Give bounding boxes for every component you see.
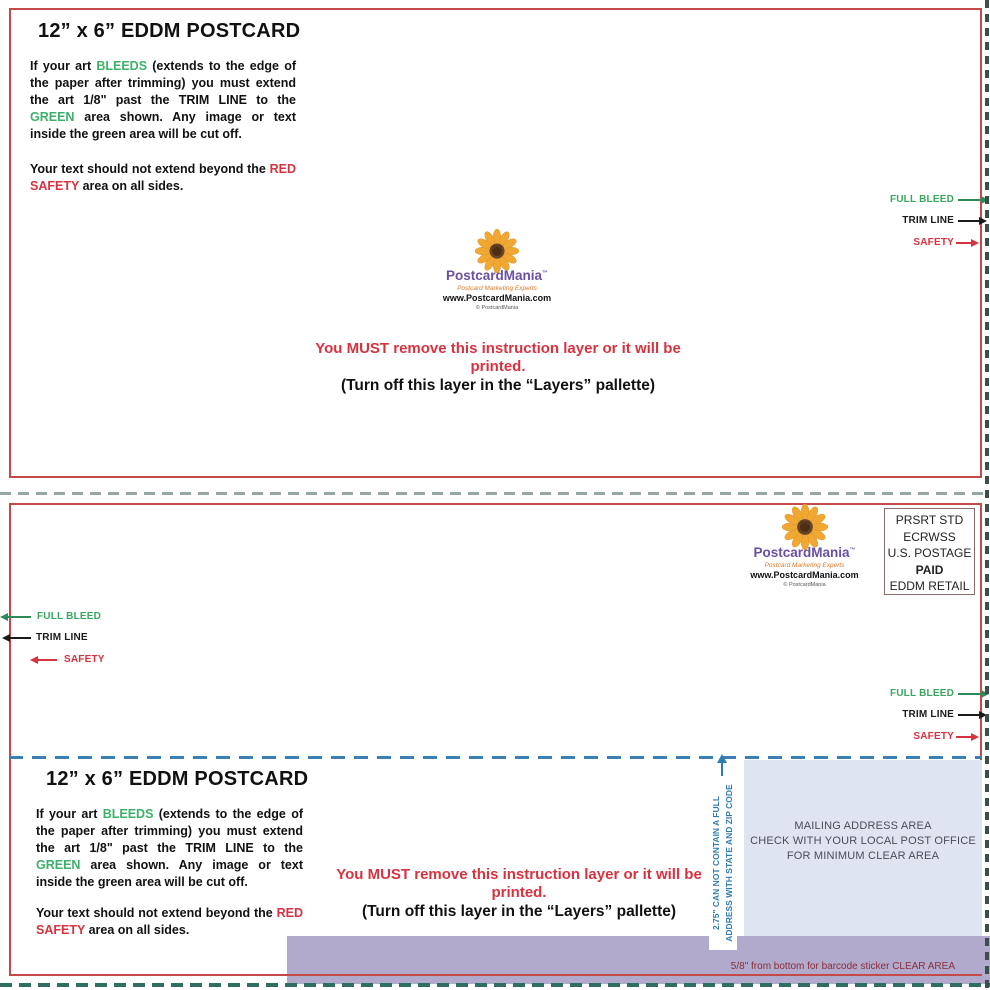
trim-line-arrow-icon: [958, 714, 980, 716]
logo-copyright: © PostcardMania: [783, 581, 826, 588]
mailing-area-text: [750, 819, 976, 864]
para1-bleeds-word: BLEEDS: [96, 59, 148, 73]
postcardmania-logo: [417, 229, 577, 311]
remove-layer-warning: You MUST remove this instruction layer or it will be printed.: [315, 340, 681, 375]
para1-post: area shown. Any image or text inside the green area will be cut off.: [30, 110, 296, 141]
para2-post: area on all sides.: [85, 923, 190, 937]
full-bleed-arrow-icon: [7, 616, 31, 618]
para2-red-word: RED SAFETY: [30, 162, 296, 193]
safety-line-bottom: [9, 974, 982, 976]
trim-line-label: TRIM LINE: [902, 215, 954, 226]
para1-green-word: GREEN: [30, 110, 75, 124]
safety-arrow-icon: [956, 242, 972, 244]
logo-tagline: Postcard Marketing Experts: [457, 284, 537, 292]
layers-palette-note: (Turn off this layer in the “Layers” pallette): [361, 903, 677, 920]
stamp-line-paid: PAID: [915, 562, 944, 577]
safety-arrow-icon: [37, 659, 57, 661]
para1-mid: (extends to the edge of the paper after trimming) you must extend the art 1/8" past the TRIM LINE to the: [36, 807, 303, 855]
safety-instructions: [30, 161, 296, 195]
full-bleed-label: FULL BLEED: [37, 611, 102, 622]
stamp-line: PRSRT STD: [895, 513, 964, 527]
barcode-clear-area-note: 5/8" from bottom for barcode sticker CLEAR AREA: [730, 961, 955, 972]
para2-pre: Your text should not extend beyond the: [30, 162, 270, 176]
stamp-line: ECRWSS: [903, 529, 956, 544]
logo-website: www.PostcardMania.com: [750, 569, 859, 580]
logo-website: www.PostcardMania.com: [442, 292, 552, 303]
safety-label: SAFETY: [913, 731, 954, 742]
trim-line-label: TRIM LINE: [36, 632, 88, 643]
layers-palette-note: (Turn off this layer in the “Layers” pallette): [340, 377, 656, 394]
mailing-line: MAILING ADDRESS AREA: [794, 819, 932, 832]
full-bleed-arrow-icon: [958, 693, 982, 695]
para2-pre: Your text should not extend beyond the: [36, 906, 277, 920]
safety-arrow-icon: [956, 736, 972, 738]
clearance-note-line: 2.75" CAN NOT CONTAIN A FULL: [711, 795, 721, 931]
para2-red-word: RED SAFETY: [36, 906, 303, 937]
trim-line-arrow-icon: [958, 220, 980, 222]
address-zone-dashed-line: [9, 756, 982, 759]
right-edge-cut-line: [985, 0, 989, 990]
page-title: 12” x 6” EDDM POSTCARD: [38, 20, 301, 42]
bleed-instructions: [36, 806, 303, 891]
page-title: 12” x 6” EDDM POSTCARD: [46, 768, 309, 790]
mailing-line: CHECK WITH YOUR LOCAL POST OFFICE: [750, 834, 976, 847]
logo-wordmark: [732, 546, 877, 561]
mailing-address-area: [744, 760, 982, 936]
postage-indicia-box: [884, 508, 975, 595]
stamp-line: U.S. POSTAGE: [887, 546, 972, 560]
trim-line-arrow-icon: [9, 637, 31, 639]
para1-green-word: GREEN: [36, 858, 81, 872]
para1-bleeds-word: BLEEDS: [102, 807, 154, 821]
safety-label: SAFETY: [64, 654, 105, 665]
para2-post: area on all sides.: [79, 179, 184, 193]
address-clearance-note: [709, 776, 737, 950]
safety-label: SAFETY: [913, 237, 954, 248]
logo-trademark: ™: [849, 547, 856, 554]
card-separator-cut-line: [0, 492, 990, 495]
logo-name-text: PostcardMania: [445, 268, 543, 283]
postcardmania-logo-back: [732, 504, 877, 588]
para1-pre: If your art: [30, 59, 97, 73]
remove-layer-warning: You MUST remove this instruction layer or it will be printed.: [336, 866, 702, 901]
full-bleed-label: FULL BLEED: [889, 688, 954, 699]
logo-copyright: © PostcardMania: [475, 304, 519, 311]
para1-mid: (extends to the edge of the paper after trimming) you must extend the art 1/8" past the TRIM LINE to the: [30, 59, 296, 107]
para1-post: area shown. Any image or text inside the green area will be cut off.: [36, 858, 303, 889]
bleed-instructions: [30, 58, 296, 143]
stamp-line: EDDM RETAIL: [889, 579, 970, 593]
logo-wordmark: [417, 269, 577, 284]
clearance-note-line: ADDRESS WITH STATE AND ZIP CODE: [724, 784, 734, 942]
full-bleed-arrow-icon: [958, 199, 982, 201]
sunflower-icon: [475, 229, 519, 273]
bottom-edge-cut-line: [0, 983, 990, 987]
mailing-line: FOR MINIMUM CLEAR AREA: [786, 849, 940, 862]
full-bleed-label: FULL BLEED: [889, 194, 954, 205]
logo-tagline: Postcard Marketing Experts: [764, 561, 845, 569]
sunflower-icon: [782, 504, 828, 550]
para1-pre: If your art: [36, 807, 103, 821]
trim-line-label: TRIM LINE: [902, 709, 954, 720]
logo-name-text: PostcardMania: [753, 545, 850, 560]
barcode-clear-area-band: [287, 936, 990, 984]
logo-trademark: ™: [542, 270, 549, 277]
safety-instructions: [36, 905, 303, 939]
